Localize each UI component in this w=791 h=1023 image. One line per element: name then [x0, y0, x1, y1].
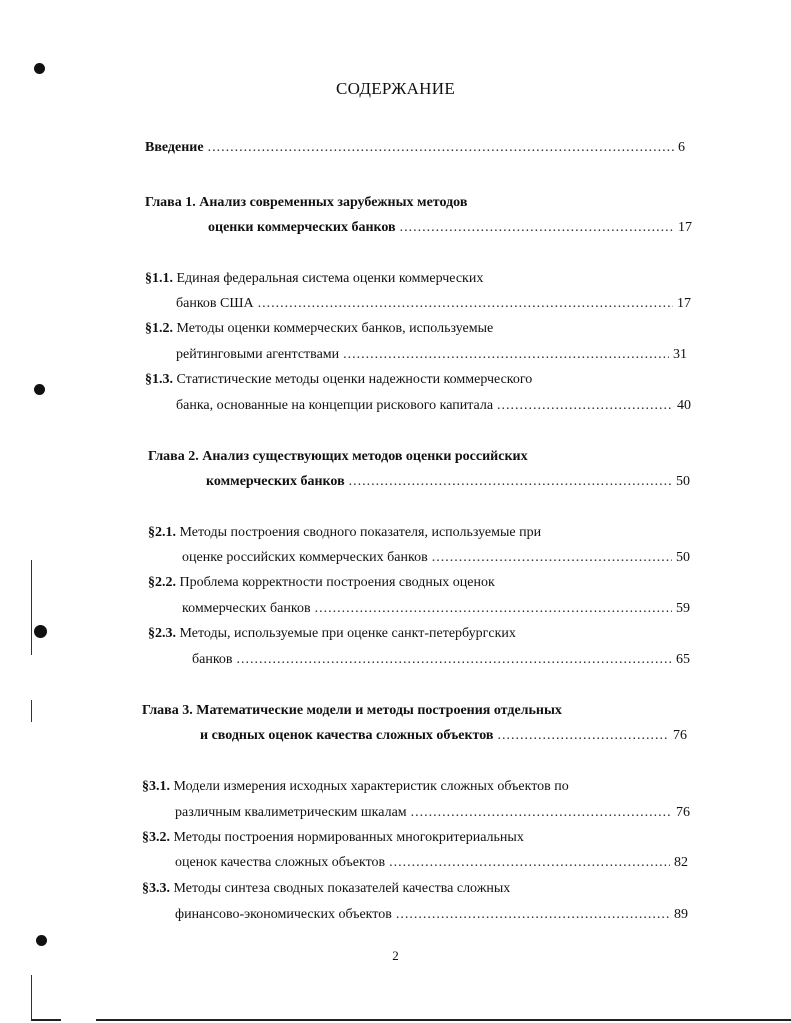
section-title-text: Статистические методы оценки надежности коммерческого	[176, 372, 533, 387]
section-number: §2.1.	[148, 525, 176, 540]
scan-edge-line	[31, 975, 32, 1020]
dot-leader	[400, 219, 674, 237]
toc-page-number: 76	[676, 805, 690, 820]
section-title-continued: рейтинговыми агентствами	[176, 347, 340, 362]
dot-leader	[208, 139, 674, 157]
page-number: 2	[392, 948, 399, 963]
section-title-continued: коммерческих банков	[182, 601, 311, 616]
toc-entry-section	[176, 397, 691, 415]
dot-leader	[396, 906, 670, 924]
toc-entry-label: Введение	[145, 140, 204, 155]
section-title	[148, 524, 541, 542]
punch-hole-top	[34, 63, 45, 74]
toc-entry-section	[175, 854, 688, 872]
toc-page-number: 6	[678, 140, 685, 155]
scan-bottom-edge	[96, 1019, 791, 1021]
section-number: §1.3.	[145, 372, 173, 387]
section-title-text: Единая федеральная система оценки коммерческих	[176, 271, 484, 286]
toc-page-number: 76	[673, 728, 687, 743]
chapter-title-continued: коммерческих банков	[206, 474, 345, 489]
dot-leader	[411, 804, 672, 822]
section-title-text: Методы синтеза сводных показателей качества сложных	[173, 881, 511, 896]
toc-page-number: 82	[674, 855, 688, 870]
section-title-continued: банка, основанные на концепции рискового капитала	[176, 398, 494, 413]
section-number: §1.1.	[145, 271, 173, 286]
section-title	[145, 270, 483, 288]
section-title-continued: оценок качества сложных объектов	[175, 855, 386, 870]
chapter-title: Глава 3. Математические модели и методы построения отдельных	[142, 703, 562, 718]
section-title-continued: банков США	[176, 296, 254, 311]
toc-entry-section	[176, 295, 691, 313]
section-number: §2.3.	[148, 626, 176, 641]
toc-entry-section	[182, 600, 690, 618]
toc-entry-intro	[145, 139, 685, 157]
scan-bottom-edge	[31, 1019, 61, 1021]
section-title	[145, 320, 493, 338]
toc-page-number: 65	[676, 652, 690, 667]
section-number: §3.2.	[142, 830, 170, 845]
toc-entry-section	[176, 346, 687, 364]
dot-leader	[315, 600, 672, 618]
toc-page-number: 31	[673, 347, 687, 362]
toc-page-number: 17	[677, 296, 691, 311]
section-number: §2.2.	[148, 575, 176, 590]
section-title	[142, 829, 524, 847]
toc-entry-section	[182, 549, 690, 567]
toc-page-number: 50	[676, 474, 690, 489]
section-title-continued: финансово-экономических объектов	[175, 907, 392, 922]
punch-hole-lower	[34, 625, 47, 638]
section-title-text: Модели измерения исходных характеристик сложных объектов по	[173, 779, 569, 794]
toc-page-number: 17	[678, 220, 692, 235]
section-title-text: Методы построения сводного показателя, используемые при	[179, 525, 542, 540]
section-title	[142, 778, 569, 796]
toc-entry-chapter	[206, 473, 690, 491]
chapter-title-continued: оценки коммерческих банков	[208, 220, 396, 235]
chapter-title: Глава 1. Анализ современных зарубежных методов	[145, 195, 468, 210]
toc-page-number: 50	[676, 550, 690, 565]
section-title-text: Методы, используемые при оценке санкт-петербургских	[179, 626, 516, 641]
section-title	[142, 880, 510, 898]
section-title-text: Методы оценки коммерческих банков, используемые	[176, 321, 494, 336]
section-number: §1.2.	[145, 321, 173, 336]
chapter-title: Глава 2. Анализ существующих методов оценки российских	[148, 449, 528, 464]
section-number: §3.1.	[142, 779, 170, 794]
section-title-continued: различным квалиметрическим шкалам	[175, 805, 407, 820]
section-title-text: Методы построения нормированных многокритериальных	[173, 830, 524, 845]
dot-leader	[497, 397, 673, 415]
dot-leader	[258, 295, 673, 313]
scan-edge-line	[31, 560, 32, 655]
section-title	[145, 371, 532, 389]
dot-leader	[497, 727, 669, 745]
toc-entry-chapter	[208, 219, 692, 237]
toc-entry-section	[192, 651, 690, 669]
toc-page-number: 40	[677, 398, 691, 413]
toc-entry-section	[175, 804, 690, 822]
toc-entry-section	[175, 906, 688, 924]
toc-page-number: 59	[676, 601, 690, 616]
punch-hole-middle	[34, 384, 45, 395]
dot-leader	[237, 651, 672, 669]
dot-leader	[389, 854, 670, 872]
dot-leader	[432, 549, 672, 567]
dot-leader	[343, 346, 669, 364]
chapter-title-continued: и сводных оценок качества сложных объектов	[200, 728, 494, 743]
dot-leader	[349, 473, 672, 491]
section-title-text: Проблема корректности построения сводных оценок	[179, 575, 495, 590]
section-title-continued: оценке российских коммерческих банков	[182, 550, 428, 565]
scan-edge-line	[31, 700, 32, 722]
section-title-continued: банков	[192, 652, 233, 667]
section-number: §3.3.	[142, 881, 170, 896]
section-title	[148, 625, 516, 643]
toc-page-number: 89	[674, 907, 688, 922]
section-title	[148, 574, 495, 592]
toc-entry-chapter	[200, 727, 687, 745]
page-title: СОДЕРЖАНИЕ	[335, 79, 456, 98]
punch-hole-bottom	[36, 935, 47, 946]
